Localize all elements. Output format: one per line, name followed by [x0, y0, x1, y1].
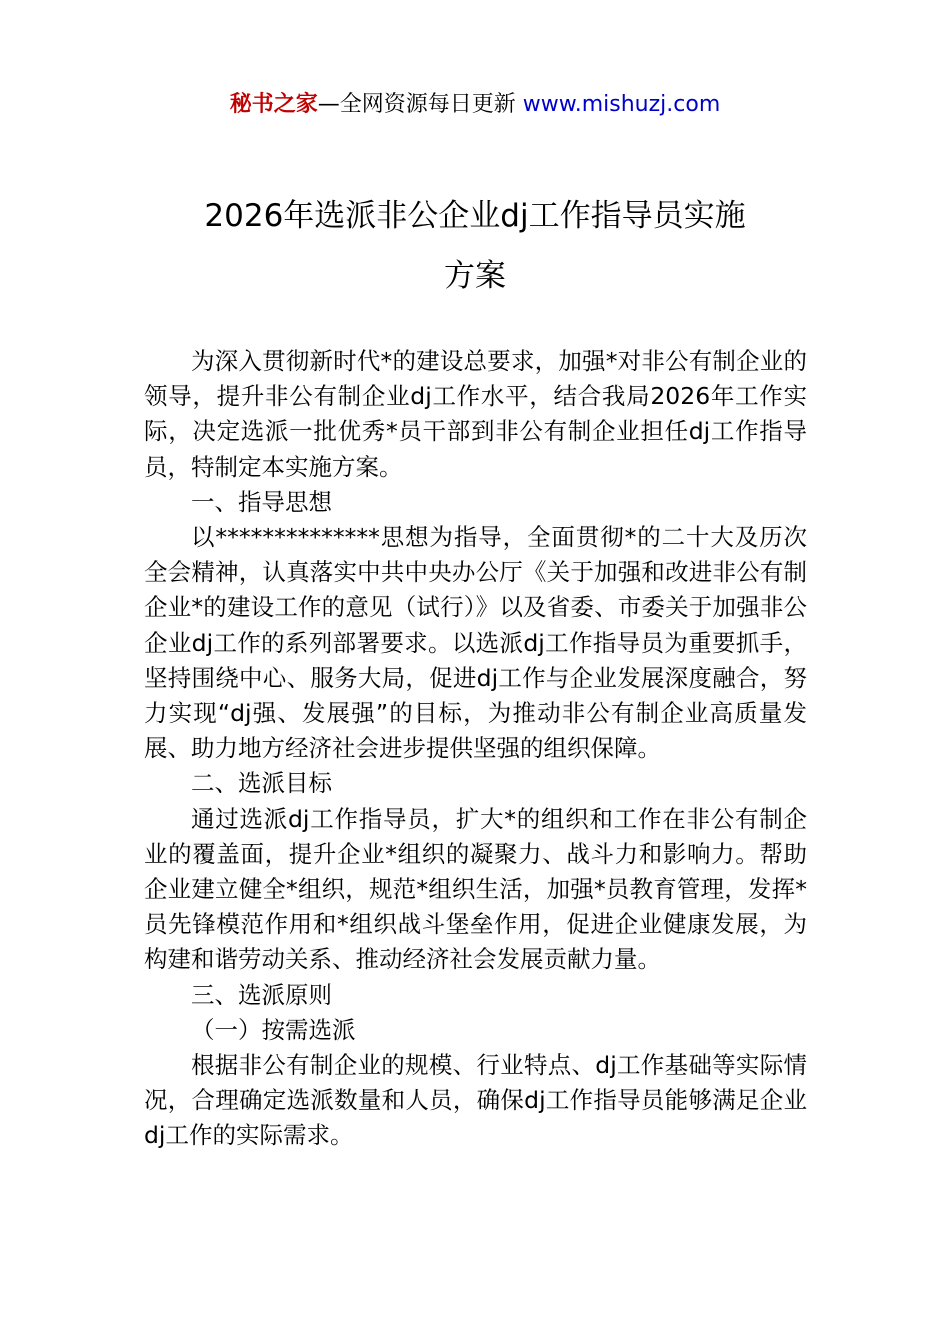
- section-heading-selection-principle: 三、选派原则: [191, 980, 332, 1009]
- site-url-link[interactable]: www.mishuzj.com: [522, 92, 721, 117]
- paragraph-guiding-thought: 以**************思想为指导，全面贯彻*的二十大及历次全会精神，认真落实中共中央办公厅《关于加强和改进非公有制企业*的建设工作的意见（试行）》以及省委、市委关于加强非公企业dj工作的系列部署要求。以选派dj工作指导员为重要抓手，坚持围绕中心、服务大局，促进dj工作与企业发展深度融合，努力实现“dj强、发展强”的目标，为推动非公有制企业高质量发展、助力地方经济社会进步提供坚强的组织保障。: [144, 523, 807, 763]
- paragraph-intro: 为深入贯彻新时代*的建设总要求，加强*对非公有制企业的领导，提升非公有制企业dj工作水平，结合我局2026年工作实际，决定选派一批优秀*员干部到非公有制企业担任dj工作指导员，特制定本实施方案。: [144, 347, 807, 481]
- document-title-line-2: 方案: [444, 258, 506, 294]
- section-heading-guiding-thought: 一、指导思想: [191, 487, 332, 516]
- section-heading-selection-goal: 二、选派目标: [191, 769, 332, 798]
- paragraph-selection-goal: 通过选派dj工作指导员，扩大*的组织和工作在非公有制企业的覆盖面，提升企业*组织的凝聚力、战斗力和影响力。帮助企业建立健全*组织，规范*组织生活，加强*员教育管理，发挥*员先锋模范作用和*组织战斗堡垒作用，促进企业健康发展，为构建和谐劳动关系、推动经济社会发展贡献力量。: [144, 804, 807, 974]
- document-title-line-1: 2026年选派非公企业dj工作指导员实施: [204, 198, 746, 234]
- site-header: [0, 88, 950, 122]
- document-title: [0, 186, 950, 306]
- paragraph-on-demand: 根据非公有制企业的规模、行业特点、dj工作基础等实际情况，合理确定选派数量和人员，确保dj工作指导员能够满足企业dj工作的实际需求。: [144, 1051, 807, 1150]
- subsection-heading-on-demand: （一）按需选派: [191, 1015, 356, 1044]
- site-tagline: —全网资源每日更新: [317, 92, 523, 117]
- site-brand: 秘书之家: [229, 92, 318, 117]
- document-body: [144, 344, 807, 1154]
